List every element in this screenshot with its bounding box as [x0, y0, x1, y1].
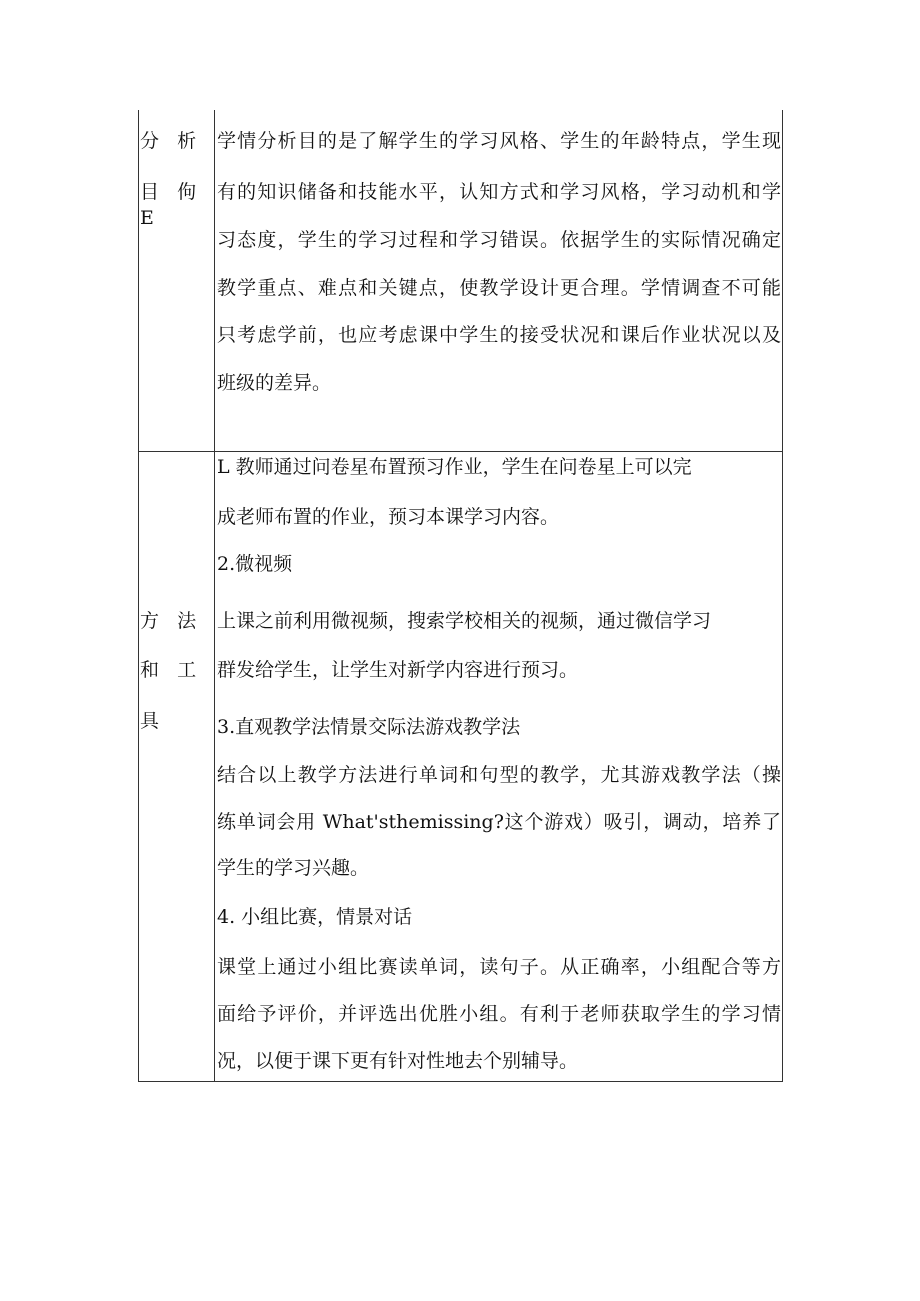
row1-label-line-1: 分 析 [140, 130, 197, 152]
row2-text-line-8: 练单词会用 What'sthemissing?这个游戏）吸引，调动，培养了 [217, 811, 781, 833]
row1-text-line-6: 班级的差异。 [217, 372, 332, 394]
row2-text-line-13: 况，以便于课下更有针对性地去个别辅导。 [217, 1050, 579, 1072]
row1-text-line-1: 学情分析目的是了解学生的学习风格、学生的年龄特点，学生现 [217, 130, 781, 152]
row2-label-line-3: 具 [140, 710, 160, 732]
table-row-divider [138, 451, 783, 452]
table-border-bottom [138, 1081, 783, 1082]
row1-label-line-2: 目 佝 [140, 181, 197, 203]
row1-text-line-2: 有的知识储备和技能水平，认知方式和学习风格，学习动机和学 [217, 181, 781, 203]
row2-text-line-7: 结合以上教学方法进行单词和句型的教学，尤其游戏教学法（操 [217, 764, 781, 786]
table-border-left [138, 110, 139, 1082]
row1-label-line-3: E [140, 207, 154, 229]
row2-text-line-1: L 教师通过问卷星布置预习作业，学生在问卷星上可以完 [217, 456, 692, 478]
row2-text-line-6: 3.直观教学法情景交际法游戏教学法 [217, 716, 521, 738]
row2-text-line-2: 成老师布置的作业，预习本课学习内容。 [217, 506, 560, 528]
row2-label-line-2: 和 工 [140, 659, 197, 681]
row1-text-line-5: 只考虑学前，也应考虑课中学生的接受状况和课后作业状况以及 [217, 324, 781, 346]
row2-text-line-3: 2.微视频 [217, 553, 293, 575]
table-column-divider [214, 110, 215, 1082]
row2-text-line-11: 课堂上通过小组比赛读单词，读句子。从正确率，小组配合等方 [217, 956, 781, 978]
table-border-right [782, 110, 783, 1082]
row1-text-line-3: 习态度，学生的学习过程和学习错误。依据学生的实际情况确定 [217, 229, 781, 251]
row2-label-line-1: 方 法 [140, 610, 197, 632]
row2-text-line-9: 学生的学习兴趣。 [217, 857, 370, 879]
row2-text-line-4: 上课之前利用微视频，搜索学校相关的视频，通过微信学习 [217, 610, 712, 632]
row2-text-line-12: 面给予评价，并评选出优胜小组。有利于老师获取学生的学习情 [217, 1003, 781, 1025]
row2-text-line-5: 群发给学生，让学生对新学内容进行预习。 [217, 659, 579, 681]
row1-text-line-4: 教学重点、难点和关键点，使教学设计更合理。学情调查不可能 [217, 277, 781, 299]
row2-text-line-10: 4. 小组比赛，情景对话 [217, 906, 413, 928]
